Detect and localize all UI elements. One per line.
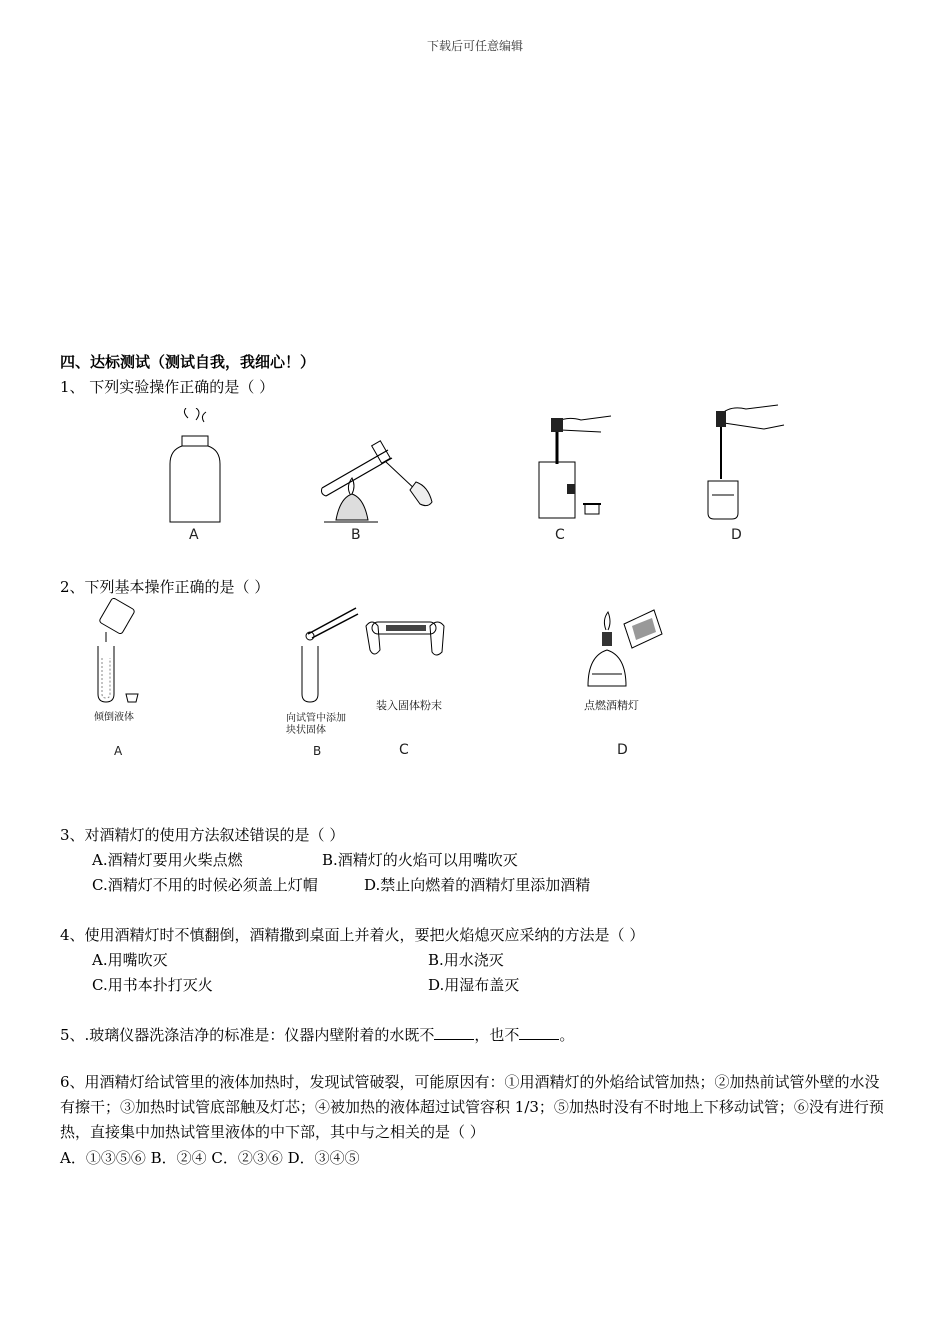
q2-figure-a-pouring — [92, 598, 152, 704]
question-1: 1、 下列实验操作正确的是（ ） — [60, 378, 275, 396]
q1-figure-a-bottle — [160, 408, 230, 526]
q2-figure-b-tongs — [296, 598, 360, 708]
q2-label-d: D — [617, 742, 628, 758]
q2-caption-d: 点燃酒精灯 — [584, 699, 639, 712]
q2-caption-b-line2: 块状固体 — [286, 725, 326, 736]
q5-text-part2: ，也不 — [474, 1026, 520, 1044]
q3-option-b: B.酒精灯的火焰可以用嘴吹灭 — [322, 851, 518, 869]
question-3: 3、对酒精灯的使用方法叙述错误的是（ ） — [60, 826, 345, 844]
q4-option-b: B.用水浇灭 — [428, 951, 504, 969]
q1-figure-b-heating-tube — [318, 432, 436, 524]
question-6: 6、用酒精灯给试管里的液体加热时，发现试管破裂，可能原因有：①用酒精灯的外焰给试管加热；②加热前试管外壁的水没有擦干；③加热时试管底部触及灯芯；④被加热的液体超过试管容积 1/3；⑤加热时没有不时地上下移动试管；⑥没有进行预热，直接集中加热试管里液体的中下部，其中与之相关的是（ ） — [60, 1073, 884, 1141]
question-5 — [60, 1024, 574, 1045]
q1-label-a: A — [189, 527, 199, 543]
q1-label-c: C — [555, 527, 565, 543]
q4-option-c: C.用书本扑打灭火 — [92, 976, 213, 994]
q2-label-c: C — [399, 742, 409, 758]
q3-option-c: C.酒精灯不用的时候必须盖上灯帽 — [92, 876, 318, 894]
section-title: 四、达标测试（测试自我，我细心！） — [60, 353, 316, 371]
q2-caption-c: 装入固体粉末 — [376, 699, 442, 712]
q5-blank-2[interactable] — [519, 1025, 559, 1040]
q4-option-d: D.用湿布盖灭 — [428, 976, 520, 994]
question-2: 2、下列基本操作正确的是（ ） — [60, 578, 270, 596]
header-note: 下载后可任意编辑 — [426, 39, 523, 53]
q2-caption-a: 倾倒液体 — [94, 712, 134, 723]
q1-label-d: D — [731, 527, 742, 543]
q3-option-d: D.禁止向燃着的酒精灯里添加酒精 — [364, 876, 591, 894]
q5-blank-1[interactable] — [434, 1025, 474, 1040]
q3-option-a: A.酒精灯要用火柴点燃 — [92, 851, 243, 869]
q1-figure-c-dropper — [527, 412, 613, 522]
q1-label-b: B — [351, 527, 361, 543]
q2-label-b: B — [313, 744, 322, 758]
q4-option-a: A.用嘴吹灭 — [92, 951, 168, 969]
q2-label-a: A — [114, 744, 123, 758]
question-4: 4、使用酒精灯时不慎翻倒，酒精撒到桌面上并着火，要把火焰熄灭应采纳的方法是（ ） — [60, 926, 645, 944]
q2-figure-c-powder-tube — [362, 612, 446, 672]
q5-text-part3: 。 — [559, 1026, 575, 1044]
q1-figure-d-dropper-beaker — [704, 403, 790, 521]
q5-text-part1: 5、.玻璃仪器洗涤洁净的标准是：仪器内壁附着的水既不 — [60, 1026, 435, 1044]
q2-figure-d-lighting-lamp — [584, 604, 664, 696]
q2-caption-b-line1: 向试管中添加 — [286, 713, 346, 724]
q6-options: A．①③⑤⑥ B．②④ C．②③⑥ D．③④⑤ — [60, 1149, 360, 1167]
